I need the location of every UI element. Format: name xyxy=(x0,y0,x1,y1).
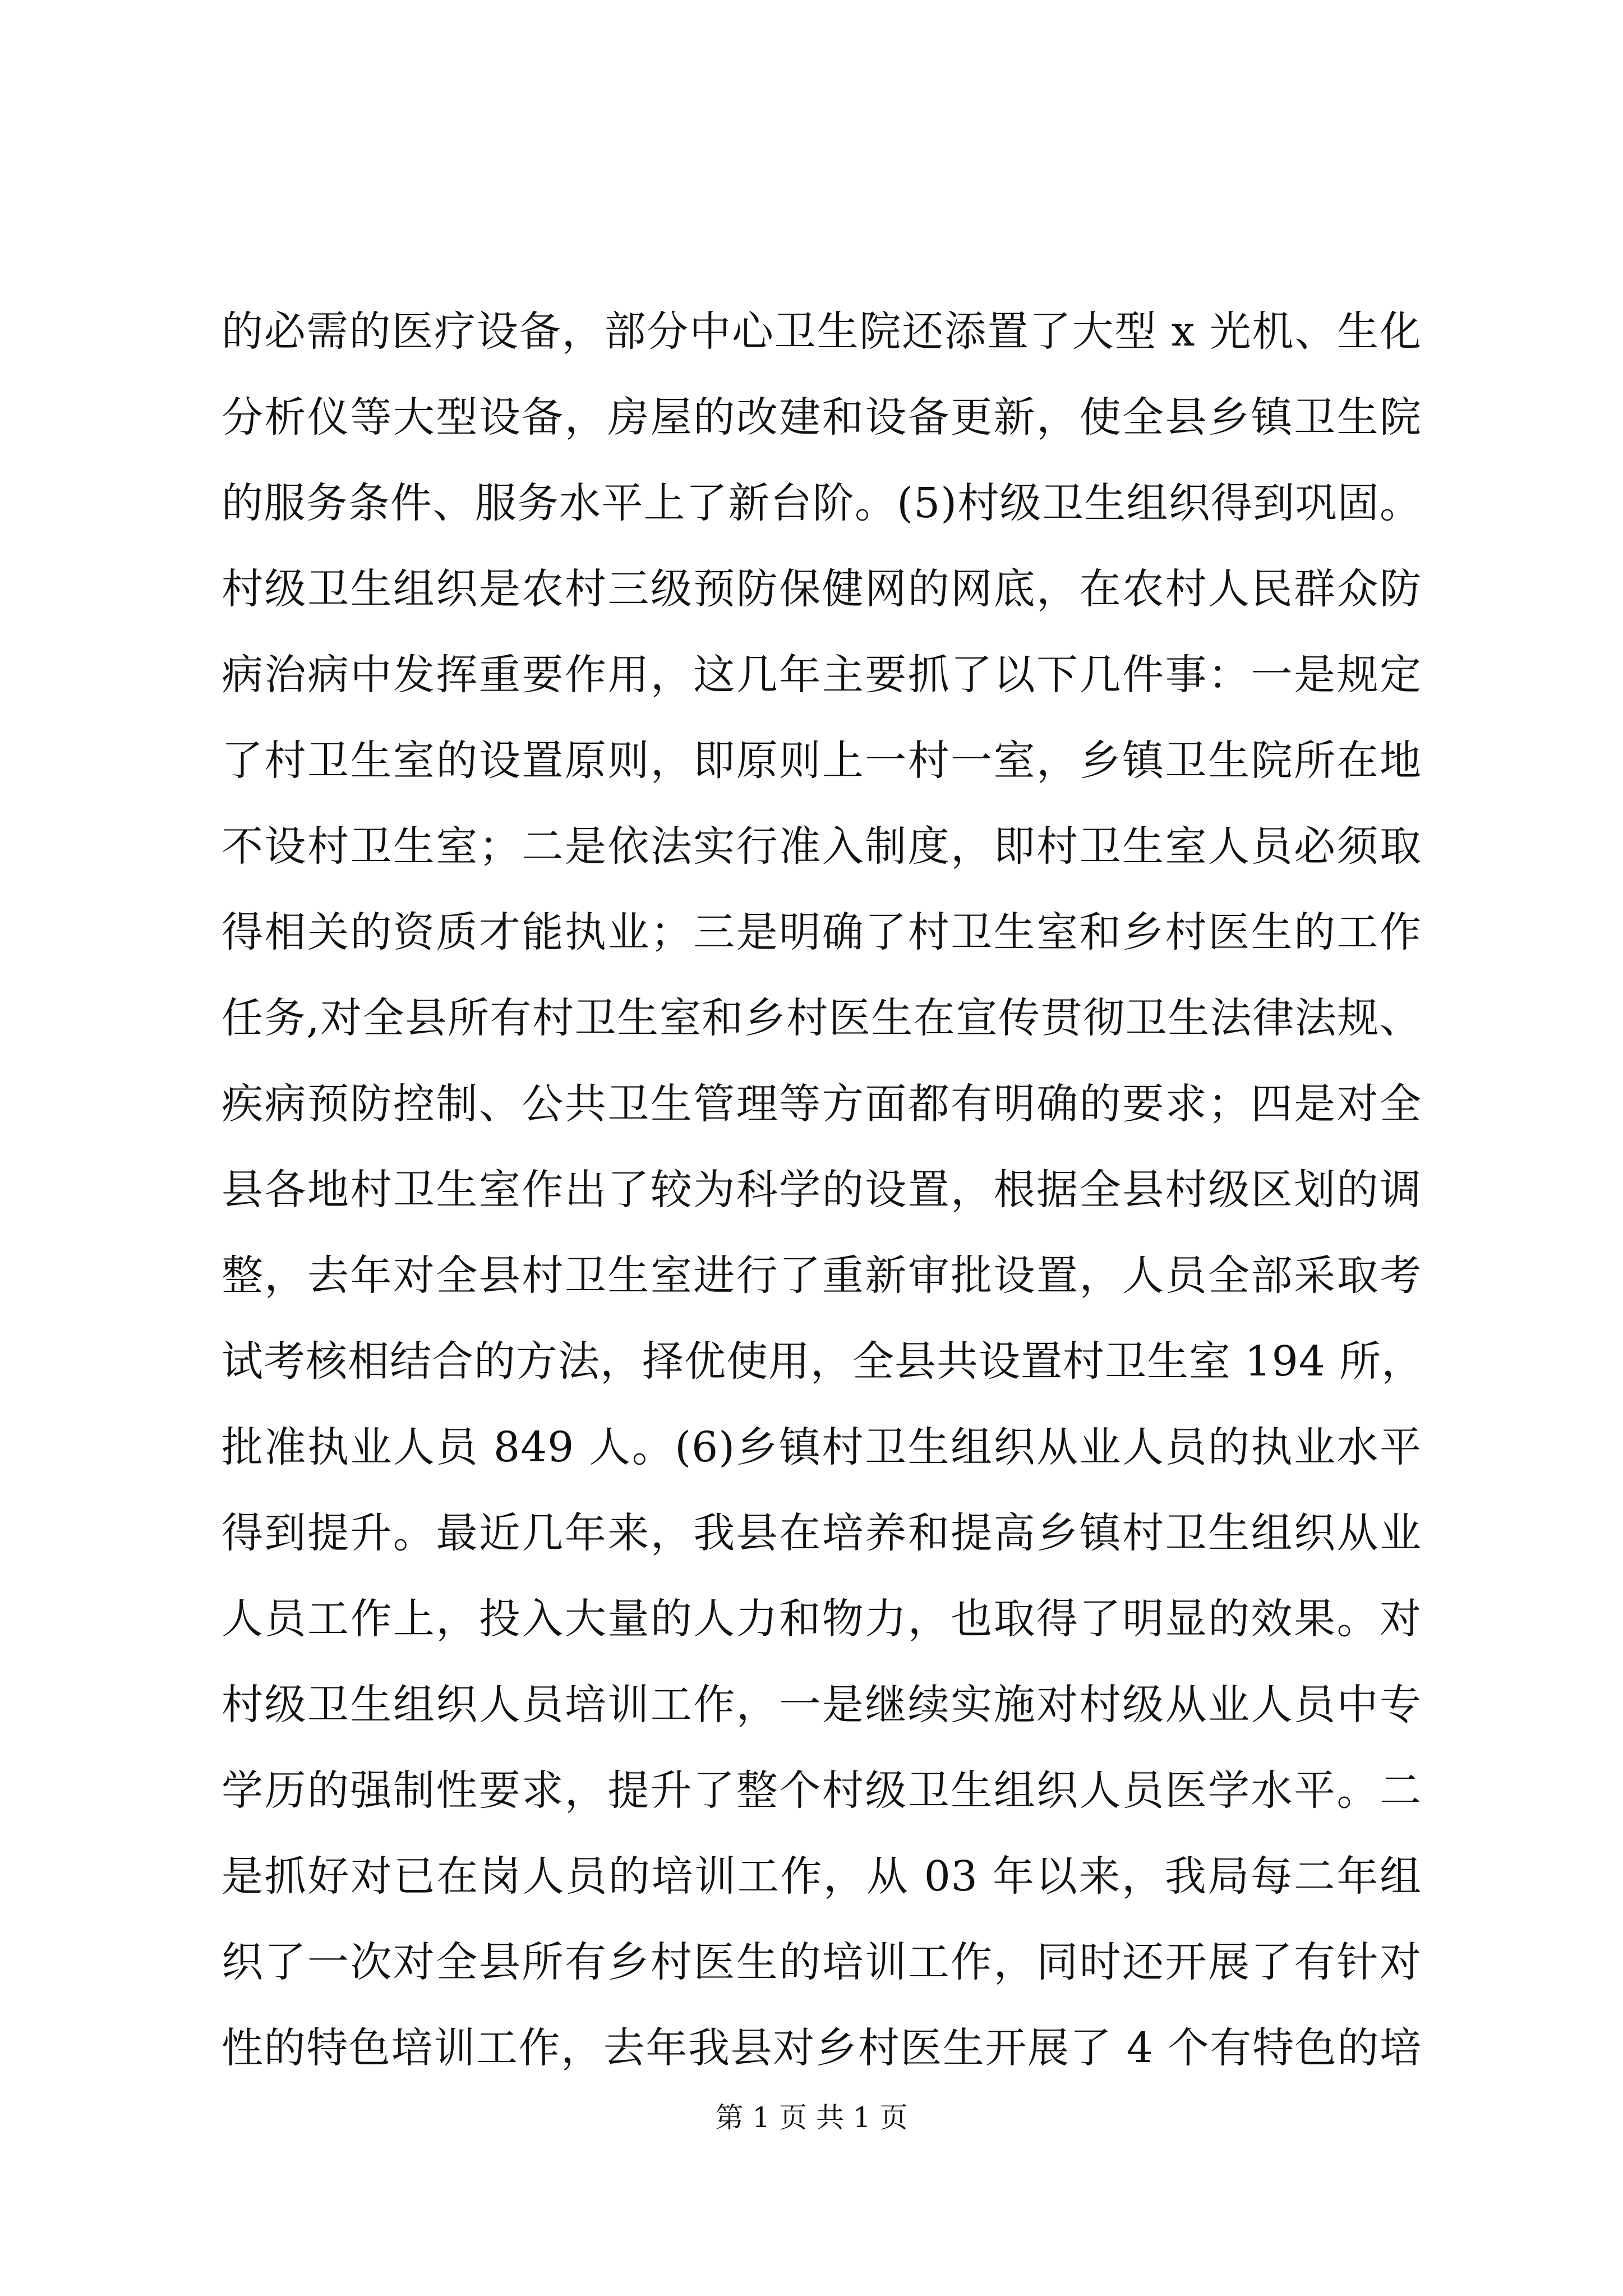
text-line: 不设村卫生室；二是依法实行准入制度，即村卫生室人员必须取 xyxy=(222,822,1422,871)
text-line: 学历的强制性要求，提升了整个村级卫生组织人员医学水平。二 xyxy=(222,1766,1422,1815)
body-text xyxy=(222,289,1422,2091)
text-line: 村级卫生组织是农村三级预防保健网的网底，在农村人民群众防 xyxy=(222,565,1422,613)
text-line: 疾病预防控制、公共卫生管理等方面都有明确的要求；四是对全 xyxy=(222,1080,1422,1128)
text-line: 得到提升。最近几年来，我县在培养和提高乡镇村卫生组织从业 xyxy=(222,1509,1422,1557)
page-number-label: 第 1 页 共 1 页 xyxy=(715,2101,908,2134)
text-line: 任务,对全县所有村卫生室和乡村医生在宣传贯彻卫生法律法规、 xyxy=(222,994,1422,1042)
text-line: 织了一次对全县所有乡村医生的培训工作，同时还开展了有针对 xyxy=(222,1938,1422,1986)
text-line: 了村卫生室的设置原则，即原则上一村一室，乡镇卫生院所在地 xyxy=(222,737,1422,785)
page-footer xyxy=(0,2098,1623,2137)
text-line: 批准执业人员 849 人。(6)乡镇村卫生组织从业人员的执业水平 xyxy=(222,1423,1422,1471)
text-line: 是抓好对已在岗人员的培训工作，从 03 年以来，我局每二年组 xyxy=(222,1852,1422,1901)
text-line: 的服务条件、服务水平上了新台阶。(5)村级卫生组织得到巩固。 xyxy=(222,479,1422,527)
text-line: 整，去年对全县村卫生室进行了重新审批设置，人员全部采取考 xyxy=(222,1251,1422,1300)
text-line: 人员工作上，投入大量的人力和物力，也取得了明显的效果。对 xyxy=(222,1595,1422,1643)
text-line: 试考核相结合的方法，择优使用，全县共设置村卫生室 194 所， xyxy=(222,1337,1424,1386)
text-line: 得相关的资质才能执业；三是明确了村卫生室和乡村医生的工作 xyxy=(222,908,1422,956)
text-line: 村级卫生组织人员培训工作，一是继续实施对村级从业人员中专 xyxy=(222,1681,1422,1729)
text-line: 县各地村卫生室作出了较为科学的设置，根据全县村级区划的调 xyxy=(222,1166,1422,1214)
text-line: 分析仪等大型设备，房屋的改建和设备更新，使全县乡镇卫生院 xyxy=(222,393,1422,441)
text-line: 性的特色培训工作，去年我县对乡村医生开展了 4 个有特色的培 xyxy=(222,2024,1422,2072)
text-line: 病治病中发挥重要作用，这几年主要抓了以下几件事：一是规定 xyxy=(222,651,1422,699)
text-line: 的必需的医疗设备，部分中心卫生院还添置了大型 x 光机、生化 xyxy=(222,307,1422,356)
